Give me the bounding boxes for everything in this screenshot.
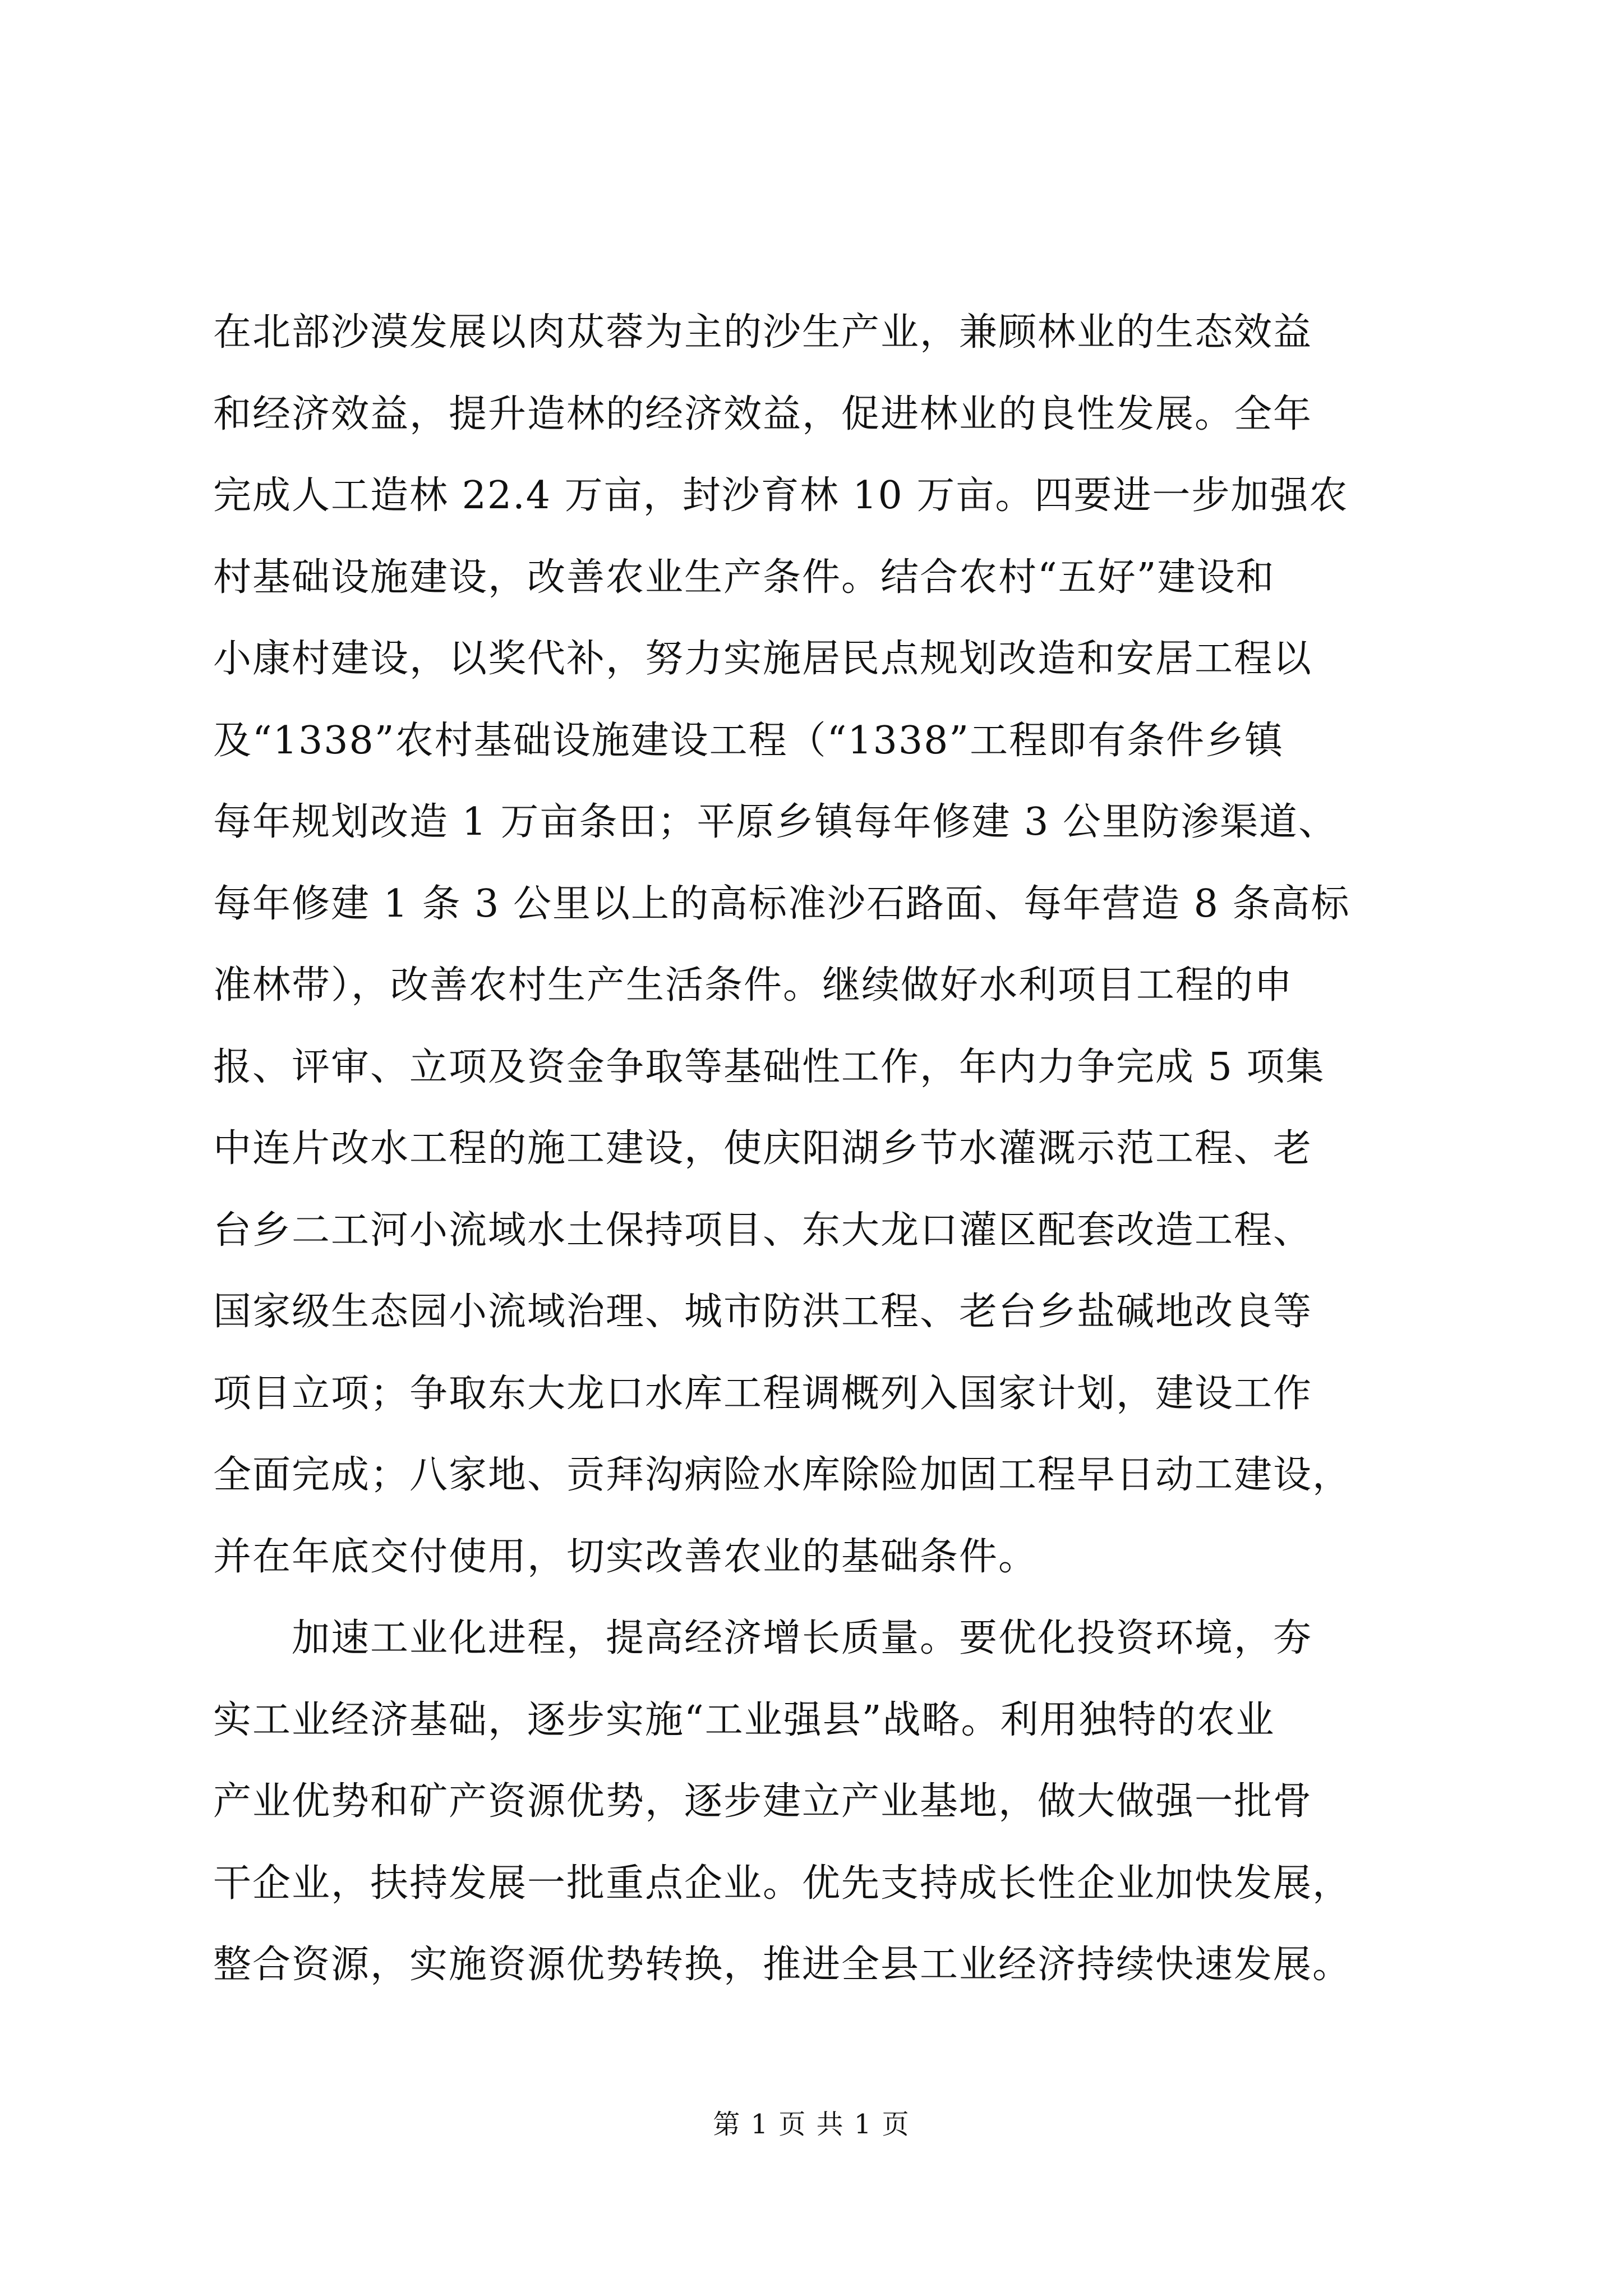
text-line: 并在年底交付使用，切实改善农业的基础条件。 (213, 1534, 1038, 1579)
paragraph-2 (213, 1598, 1408, 2006)
text-line: 每年修建 1 条 3 公里以上的高标准沙石路面、每年营造 8 条高标 (213, 881, 1350, 926)
text-line: 干企业，扶持发展一批重点企业。优先支持成长性企业加快发展， (213, 1861, 1352, 1906)
text-line: 国家级生态园小流域治理、城市防洪工程、老台乡盐碱地改良等 (213, 1290, 1313, 1334)
page-number-footer: 第 1 页 共 1 页 (713, 2109, 910, 2140)
paragraph-1 (213, 292, 1408, 1598)
text-line: 小康村建设，以奖代补，努力实施居民点规划改造和安居工程以 (213, 637, 1313, 681)
text-line: 准林带），改善农村生产生活条件。继续做好水利项目工程的申 (213, 963, 1294, 1007)
text-line: 和经济效益，提升造林的经济效益，促进林业的良性发展。全年 (213, 392, 1313, 436)
text-line: 报、评审、立项及资金争取等基础性工作，年内力争完成 5 项集 (213, 1045, 1325, 1089)
text-line: 全面完成；八家地、贡拜沟病险水库除险加固工程早日动工建设， (213, 1453, 1352, 1497)
text-line: 每年规划改造 1 万亩条田；平原乡镇每年修建 3 公里防渗渠道、 (213, 800, 1338, 844)
text-line: 中连片改水工程的施工建设，使庆阳湖乡节水灌溉示范工程、老 (213, 1126, 1313, 1171)
document-body (213, 292, 1408, 2006)
text-line: 加速工业化进程，提高经济增长质量。要优化投资环境，夯 (213, 1616, 1313, 1660)
text-line: 在北部沙漠发展以肉苁蓉为主的沙生产业，兼顾林业的生态效益 (213, 310, 1313, 355)
text-line: 台乡二工河小流域水土保持项目、东大龙口灌区配套改造工程、 (213, 1208, 1313, 1253)
text-line: 项目立项；争取东大龙口水库工程调概列入国家计划，建设工作 (213, 1371, 1313, 1416)
text-line: 及“1338”农村基础设施建设工程（“1338”工程即有条件乡镇 (213, 718, 1284, 763)
text-line: 完成人工造林 22.4 万亩，封沙育林 10 万亩。四要进一步加强农 (213, 473, 1349, 518)
text-line: 产业优势和矿产资源优势，逐步建立产业基地，做大做强一批骨 (213, 1779, 1313, 1824)
text-line: 整合资源，实施资源优势转换，推进全县工业经济持续快速发展。 (213, 1943, 1352, 1987)
text-line: 实工业经济基础，逐步实施“工业强县”战略。利用独特的农业 (213, 1697, 1275, 1742)
text-line: 村基础设施建设，改善农业生产条件。结合农村“五好”建设和 (213, 555, 1275, 600)
